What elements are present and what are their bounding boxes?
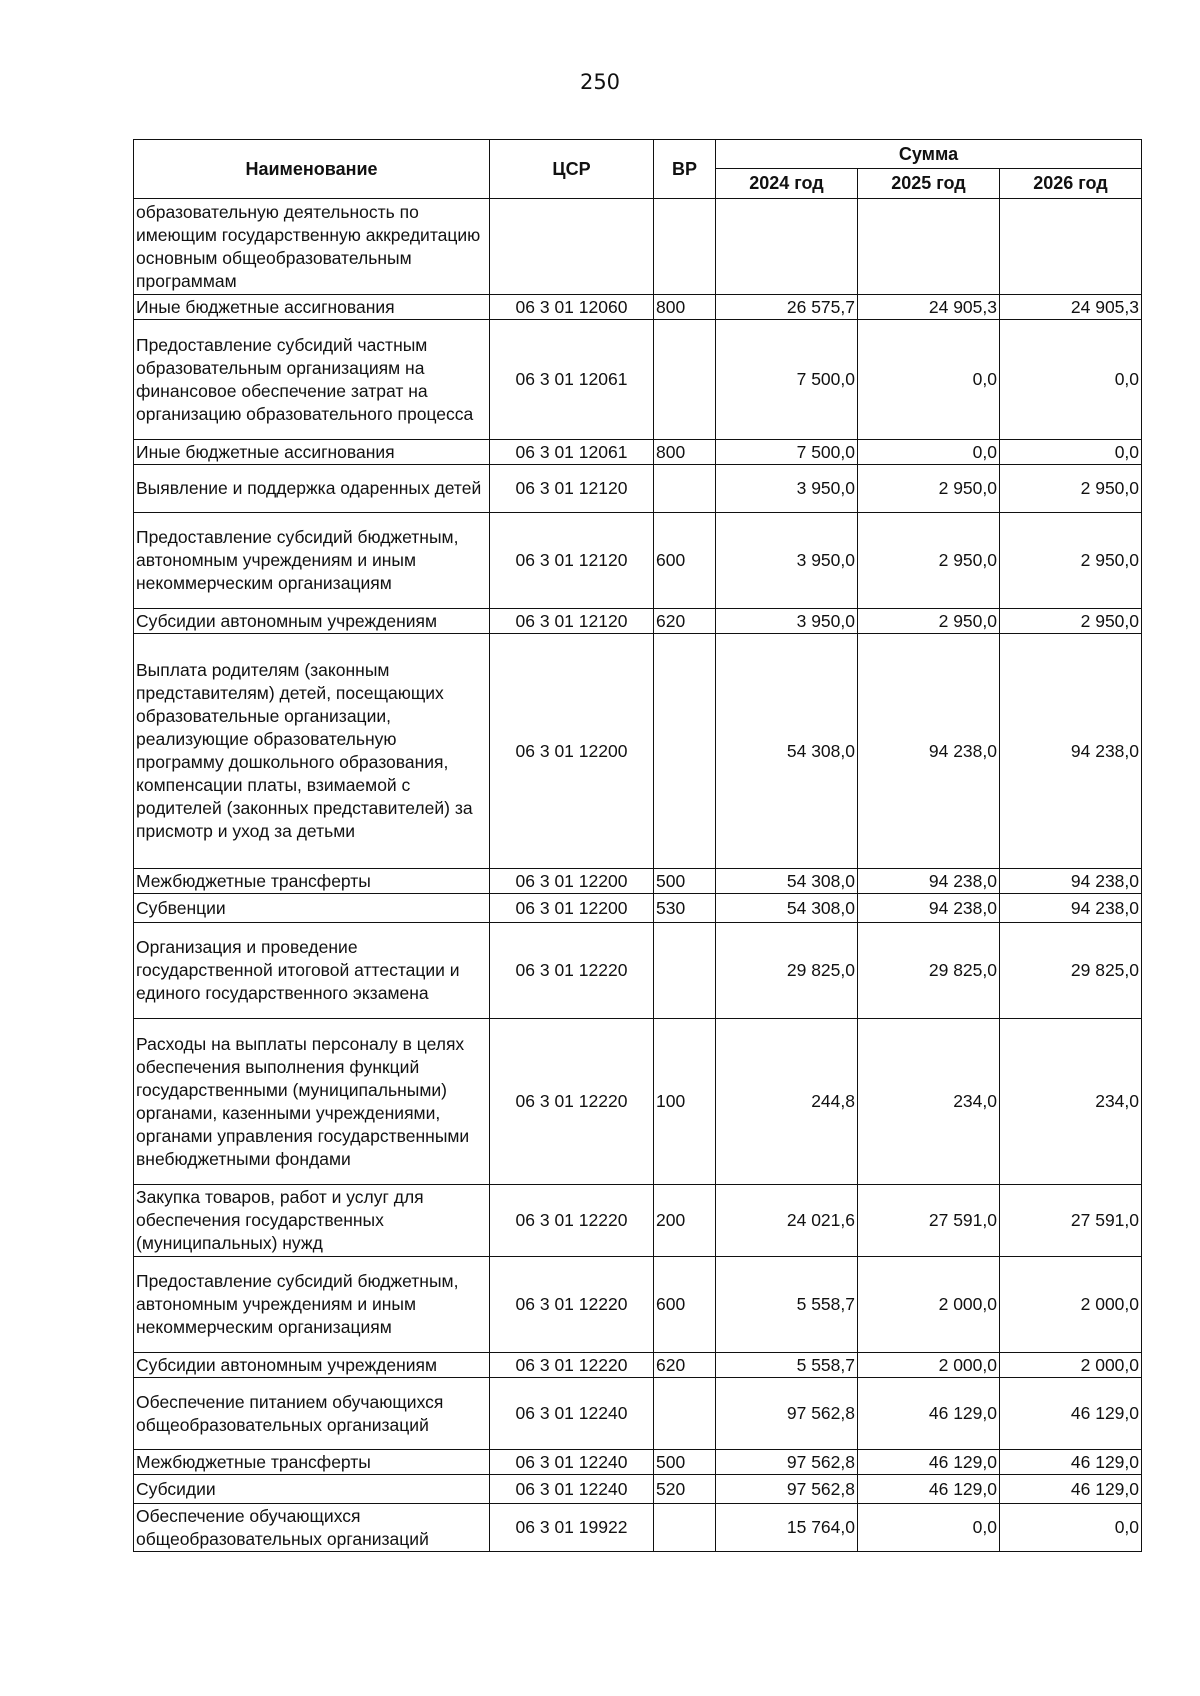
cell-csr: 06 3 01 12220 — [490, 923, 654, 1019]
cell-vr — [654, 1504, 716, 1552]
cell-vr — [654, 320, 716, 440]
cell-2024: 97 562,8 — [716, 1378, 858, 1450]
cell-vr: 620 — [654, 1353, 716, 1378]
cell-2026: 94 238,0 — [1000, 869, 1142, 894]
cell-2026: 0,0 — [1000, 1504, 1142, 1552]
cell-2026: 94 238,0 — [1000, 634, 1142, 869]
cell-vr: 600 — [654, 513, 716, 609]
cell-vr: 800 — [654, 440, 716, 465]
cell-2026: 234,0 — [1000, 1019, 1142, 1185]
cell-name: Обеспечение питанием обучающихся общеобразовательных организаций — [134, 1378, 490, 1450]
table-row — [134, 1257, 1142, 1353]
cell-2025: 2 000,0 — [858, 1353, 1000, 1378]
cell-vr: 620 — [654, 609, 716, 634]
cell-name: Организация и проведение государственной итоговой аттестации и единого государственного экзамена — [134, 923, 490, 1019]
cell-2026: 2 950,0 — [1000, 465, 1142, 513]
cell-csr: 06 3 01 12061 — [490, 440, 654, 465]
cell-2024: 97 562,8 — [716, 1475, 858, 1504]
cell-2026: 29 825,0 — [1000, 923, 1142, 1019]
cell-vr: 530 — [654, 894, 716, 923]
table-row — [134, 1475, 1142, 1504]
cell-2025: 46 129,0 — [858, 1450, 1000, 1475]
cell-name: Иные бюджетные ассигнования — [134, 440, 490, 465]
header-sum: Сумма — [716, 140, 1142, 169]
table-row — [134, 923, 1142, 1019]
cell-name: Предоставление субсидий бюджетным, автономным учреждениям и иным некоммерческим организациям — [134, 1257, 490, 1353]
cell-2025: 94 238,0 — [858, 894, 1000, 923]
cell-2025: 2 000,0 — [858, 1257, 1000, 1353]
cell-2025: 234,0 — [858, 1019, 1000, 1185]
cell-2025: 2 950,0 — [858, 609, 1000, 634]
cell-csr: 06 3 01 12220 — [490, 1353, 654, 1378]
cell-csr: 06 3 01 12240 — [490, 1450, 654, 1475]
cell-name: Субвенции — [134, 894, 490, 923]
cell-2026: 0,0 — [1000, 440, 1142, 465]
cell-vr: 800 — [654, 295, 716, 320]
cell-2025: 94 238,0 — [858, 869, 1000, 894]
cell-vr — [654, 465, 716, 513]
header-name: Наименование — [134, 140, 490, 199]
cell-2024: 26 575,7 — [716, 295, 858, 320]
cell-csr: 06 3 01 12200 — [490, 894, 654, 923]
cell-2024: 5 558,7 — [716, 1353, 858, 1378]
cell-csr — [490, 199, 654, 295]
cell-csr: 06 3 01 12060 — [490, 295, 654, 320]
budget-table — [133, 139, 1142, 1552]
header-2026: 2026 год — [1000, 169, 1142, 199]
cell-csr: 06 3 01 12240 — [490, 1378, 654, 1450]
cell-2025: 2 950,0 — [858, 465, 1000, 513]
cell-2025: 29 825,0 — [858, 923, 1000, 1019]
cell-csr: 06 3 01 12120 — [490, 465, 654, 513]
cell-csr: 06 3 01 12120 — [490, 609, 654, 634]
table-row — [134, 1504, 1142, 1552]
cell-2025 — [858, 199, 1000, 295]
cell-name: Предоставление субсидий частным образовательным организациям на финансовое обеспечение затрат на организацию образовательного процесса — [134, 320, 490, 440]
cell-2026: 2 000,0 — [1000, 1353, 1142, 1378]
cell-name: Предоставление субсидий бюджетным, автономным учреждениям и иным некоммерческим организациям — [134, 513, 490, 609]
cell-2024: 54 308,0 — [716, 869, 858, 894]
table-row — [134, 320, 1142, 440]
cell-csr: 06 3 01 12220 — [490, 1257, 654, 1353]
cell-name: Закупка товаров, работ и услуг для обеспечения государственных (муниципальных) нужд — [134, 1185, 490, 1257]
table-row — [134, 1019, 1142, 1185]
table-row — [134, 440, 1142, 465]
table-row — [134, 609, 1142, 634]
cell-vr: 100 — [654, 1019, 716, 1185]
cell-2025: 0,0 — [858, 320, 1000, 440]
table-row — [134, 1185, 1142, 1257]
cell-2026: 2 950,0 — [1000, 609, 1142, 634]
cell-vr — [654, 199, 716, 295]
cell-csr: 06 3 01 12200 — [490, 869, 654, 894]
cell-name: Субсидии — [134, 1475, 490, 1504]
table-body — [134, 199, 1142, 1552]
cell-2024: 5 558,7 — [716, 1257, 858, 1353]
cell-name: Выявление и поддержка одаренных детей — [134, 465, 490, 513]
cell-2025: 46 129,0 — [858, 1378, 1000, 1450]
cell-2025: 27 591,0 — [858, 1185, 1000, 1257]
cell-2024: 54 308,0 — [716, 634, 858, 869]
cell-vr: 500 — [654, 1450, 716, 1475]
cell-2026: 2 950,0 — [1000, 513, 1142, 609]
cell-2026: 46 129,0 — [1000, 1475, 1142, 1504]
cell-name: образовательную деятельность по имеющим государственную аккредитацию основным общеобразовательным программам — [134, 199, 490, 295]
table-row — [134, 513, 1142, 609]
cell-2026: 46 129,0 — [1000, 1378, 1142, 1450]
cell-name: Иные бюджетные ассигнования — [134, 295, 490, 320]
cell-name: Расходы на выплаты персоналу в целях обеспечения выполнения функций государственными (муниципальными) органами, казенными учреждениями, органами управления государственными внебюджетными фондами — [134, 1019, 490, 1185]
cell-vr — [654, 923, 716, 1019]
cell-name: Обеспечение обучающихся общеобразовательных организаций — [134, 1504, 490, 1552]
cell-name: Межбюджетные трансферты — [134, 1450, 490, 1475]
cell-2024: 24 021,6 — [716, 1185, 858, 1257]
cell-vr: 520 — [654, 1475, 716, 1504]
cell-2026: 46 129,0 — [1000, 1450, 1142, 1475]
cell-2026: 0,0 — [1000, 320, 1142, 440]
table-row — [134, 1378, 1142, 1450]
cell-vr — [654, 1378, 716, 1450]
cell-2026: 24 905,3 — [1000, 295, 1142, 320]
table-row — [134, 894, 1142, 923]
table-row — [134, 869, 1142, 894]
cell-2024: 3 950,0 — [716, 513, 858, 609]
cell-name: Межбюджетные трансферты — [134, 869, 490, 894]
cell-2025: 0,0 — [858, 440, 1000, 465]
cell-name: Субсидии автономным учреждениям — [134, 1353, 490, 1378]
cell-vr — [654, 634, 716, 869]
cell-2025: 24 905,3 — [858, 295, 1000, 320]
cell-2026: 94 238,0 — [1000, 894, 1142, 923]
cell-csr: 06 3 01 12220 — [490, 1019, 654, 1185]
cell-2024: 244,8 — [716, 1019, 858, 1185]
cell-2025: 2 950,0 — [858, 513, 1000, 609]
cell-2024: 54 308,0 — [716, 894, 858, 923]
table-row — [134, 1353, 1142, 1378]
header-csr: ЦСР — [490, 140, 654, 199]
cell-2026 — [1000, 199, 1142, 295]
cell-csr: 06 3 01 12061 — [490, 320, 654, 440]
table-row — [134, 199, 1142, 295]
cell-csr: 06 3 01 12220 — [490, 1185, 654, 1257]
cell-2024: 29 825,0 — [716, 923, 858, 1019]
table-row — [134, 465, 1142, 513]
cell-name: Субсидии автономным учреждениям — [134, 609, 490, 634]
cell-2024: 3 950,0 — [716, 465, 858, 513]
cell-vr: 600 — [654, 1257, 716, 1353]
cell-2024: 3 950,0 — [716, 609, 858, 634]
cell-2025: 0,0 — [858, 1504, 1000, 1552]
cell-2024: 7 500,0 — [716, 320, 858, 440]
cell-2024: 7 500,0 — [716, 440, 858, 465]
table-row — [134, 1450, 1142, 1475]
cell-csr: 06 3 01 12240 — [490, 1475, 654, 1504]
cell-csr: 06 3 01 12200 — [490, 634, 654, 869]
cell-name: Выплата родителям (законным представителям) детей, посещающих образовательные организации, реализующие образовательную программу дошкольного образования, компенсации платы, взимаемой с родителей (законных представителей) за присмотр и уход за детьми — [134, 634, 490, 869]
cell-2025: 46 129,0 — [858, 1475, 1000, 1504]
table-header — [134, 140, 1142, 199]
cell-vr: 200 — [654, 1185, 716, 1257]
cell-vr: 500 — [654, 869, 716, 894]
table-row — [134, 634, 1142, 869]
cell-2024: 15 764,0 — [716, 1504, 858, 1552]
cell-csr: 06 3 01 12120 — [490, 513, 654, 609]
header-2025: 2025 год — [858, 169, 1000, 199]
header-2024: 2024 год — [716, 169, 858, 199]
header-vr: ВР — [654, 140, 716, 199]
cell-2024: 97 562,8 — [716, 1450, 858, 1475]
cell-csr: 06 3 01 19922 — [490, 1504, 654, 1552]
cell-2024 — [716, 199, 858, 295]
cell-2026: 27 591,0 — [1000, 1185, 1142, 1257]
table-row — [134, 295, 1142, 320]
cell-2026: 2 000,0 — [1000, 1257, 1142, 1353]
cell-2025: 94 238,0 — [858, 634, 1000, 869]
page-number: 250 — [579, 70, 621, 94]
